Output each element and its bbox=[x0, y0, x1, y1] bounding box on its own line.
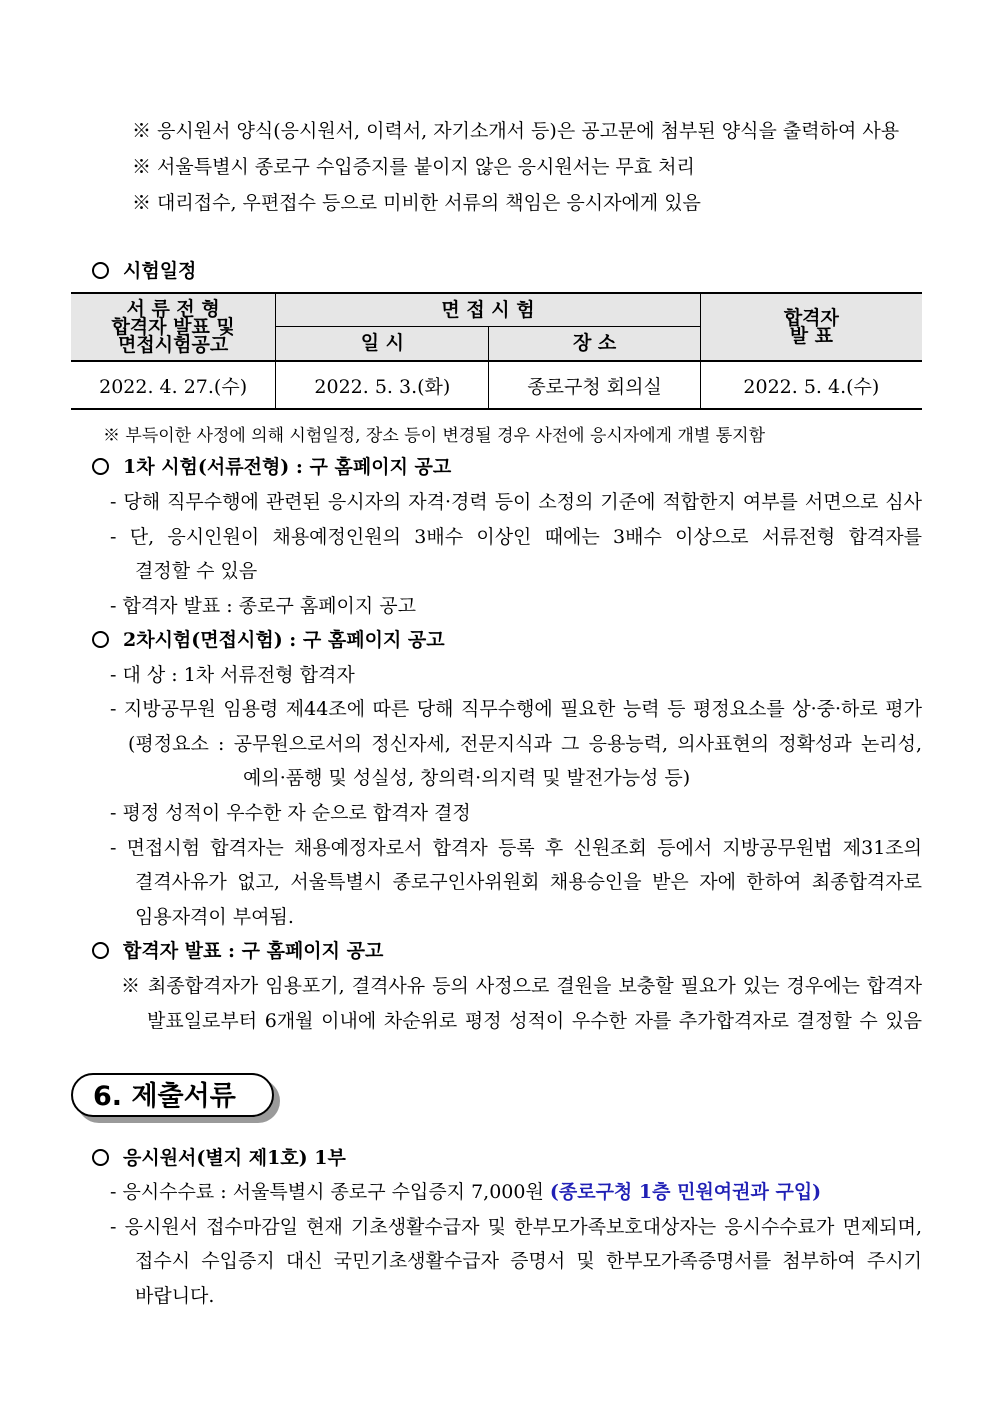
exam1-item-ratio: - 단, 응시인원이 채용예정인원의 3배수 이상인 때에는 3배수 이상으로 서류전형 합격자를 bbox=[110, 526, 922, 548]
application-form-item bbox=[92, 1143, 346, 1170]
circle-bullet-icon bbox=[92, 1149, 109, 1166]
header-document-screening: 서 류 전 형 합격자 발표 및 면접시험공고 bbox=[71, 293, 276, 361]
cell-result-date: 2022. 5. 4.(수) bbox=[743, 375, 880, 398]
exam2-item-qualification-end: 임용자격이 부여됨. bbox=[135, 906, 294, 928]
schedule-title: 시험일정 bbox=[123, 260, 197, 282]
schedule-table bbox=[71, 292, 922, 410]
section-6-heading: 6. 제출서류 bbox=[71, 1073, 274, 1117]
fee-purchase-location: (종로구청 1층 민원여권과 구입) bbox=[549, 1181, 822, 1203]
exam2-title: 2차시험(면접시험) : 구 홈페이지 공고 bbox=[123, 629, 445, 651]
header-date: 일 시 bbox=[276, 326, 489, 361]
fee-exempt-end: 바랍니다. bbox=[135, 1285, 215, 1307]
exam1-item-ratio-cont: 결정할 수 있음 bbox=[135, 560, 258, 582]
header-result: 합격자 발 표 bbox=[700, 293, 922, 361]
exam2-item-criteria-detail: (평정요소 : 공무원으로서의 정신자세, 전문지식과 그 응용능력, 의사표현의 정확성과 논리성, bbox=[128, 733, 922, 755]
exam2-item-qualification: - 면접시험 합격자는 채용예정자로서 합격자 등록 후 신원조회 등에서 지방공무원법 제31조의 bbox=[110, 837, 922, 859]
exam1-title: 1차 시험(서류전형) : 구 홈페이지 공고 bbox=[123, 456, 452, 478]
cell-doc-date: 2022. 4. 27.(수) bbox=[71, 361, 276, 409]
exam2-item-qualification-cont: 결격사유가 없고, 서울특별시 종로구인사위원회 채용승인을 받은 자에 한하여 최종합격자로 bbox=[135, 871, 922, 893]
circle-bullet-icon bbox=[92, 631, 109, 648]
fee-label: - 응시수수료 : 서울특별시 종로구 수입증지 7,000원 bbox=[110, 1181, 544, 1203]
cell-interview-place: 종로구청 회의실 bbox=[489, 361, 700, 409]
application-form-title: 응시원서(별지 제1호) 1부 bbox=[123, 1147, 346, 1169]
exam1-heading bbox=[92, 452, 451, 479]
header-place: 장 소 bbox=[489, 326, 700, 361]
note-form-template: ※ 응시원서 양식(응시원서, 이력서, 자기소개서 등)은 공고문에 첨부된 양식을 출력하여 사용 bbox=[132, 120, 900, 142]
exam2-item-criteria: - 지방공무원 임용령 제44조에 따른 당해 직무수행에 필요한 능력 등 평정요소를 상·중·하로 평가 bbox=[110, 698, 922, 720]
exam1-item-review: - 당해 직무수행에 관련된 응시자의 자격·경력 등이 소정의 기준에 적합한지 여부를 서면으로 심사 bbox=[110, 491, 922, 513]
exam2-item-criteria-detail-cont: 예의·품행 및 성실성, 창의력·의지력 및 발전가능성 등) bbox=[243, 767, 691, 789]
circle-bullet-icon bbox=[92, 458, 109, 475]
header-interview: 면 접 시 험 bbox=[276, 293, 700, 326]
exam2-item-ranking: - 평정 성적이 우수한 자 순으로 합격자 결정 bbox=[110, 802, 471, 824]
exam2-heading bbox=[92, 625, 445, 652]
final-note-cont: 발표일로부터 6개월 이내에 차순위로 평정 성적이 우수한 자를 추가합격자로 결정할 수 있음 bbox=[147, 1010, 922, 1032]
fee-exempt: - 응시원서 접수마감일 현재 기초생활수급자 및 한부모가족보호대상자는 응시수수료가 면제되며, bbox=[110, 1216, 922, 1238]
cell-interview-date: 2022. 5. 3.(화) bbox=[276, 361, 489, 409]
exam2-item-target: - 대 상 : 1차 서류전형 합격자 bbox=[110, 664, 355, 686]
exam1-item-announce: - 합격자 발표 : 종로구 홈페이지 공고 bbox=[110, 595, 417, 617]
circle-bullet-icon bbox=[92, 942, 109, 959]
circle-bullet-icon bbox=[92, 262, 109, 279]
note-proxy-responsibility: ※ 대리접수, 우편접수 등으로 미비한 서류의 책임은 응시자에게 있음 bbox=[132, 192, 701, 214]
fee-exempt-cont: 접수시 수입증지 대신 국민기초생활수급자 증명서 및 한부모가족증명서를 첨부하여 주시기 bbox=[135, 1250, 922, 1272]
schedule-heading bbox=[92, 256, 196, 283]
final-heading bbox=[92, 936, 383, 963]
fee-line bbox=[110, 1177, 821, 1204]
schedule-change-note: ※ 부득이한 사정에 의해 시험일정, 장소 등이 변경될 경우 사전에 응시자에게 개별 통지함 bbox=[103, 426, 766, 446]
final-title: 합격자 발표 : 구 홈페이지 공고 bbox=[123, 940, 384, 962]
note-stamp-invalid: ※ 서울특별시 종로구 수입증지를 붙이지 않은 응시원서는 무효 처리 bbox=[132, 156, 695, 178]
final-note: ※ 최종합격자가 임용포기, 결격사유 등의 사정으로 결원을 보충할 필요가 있는 경우에는 합격자 bbox=[121, 975, 922, 997]
